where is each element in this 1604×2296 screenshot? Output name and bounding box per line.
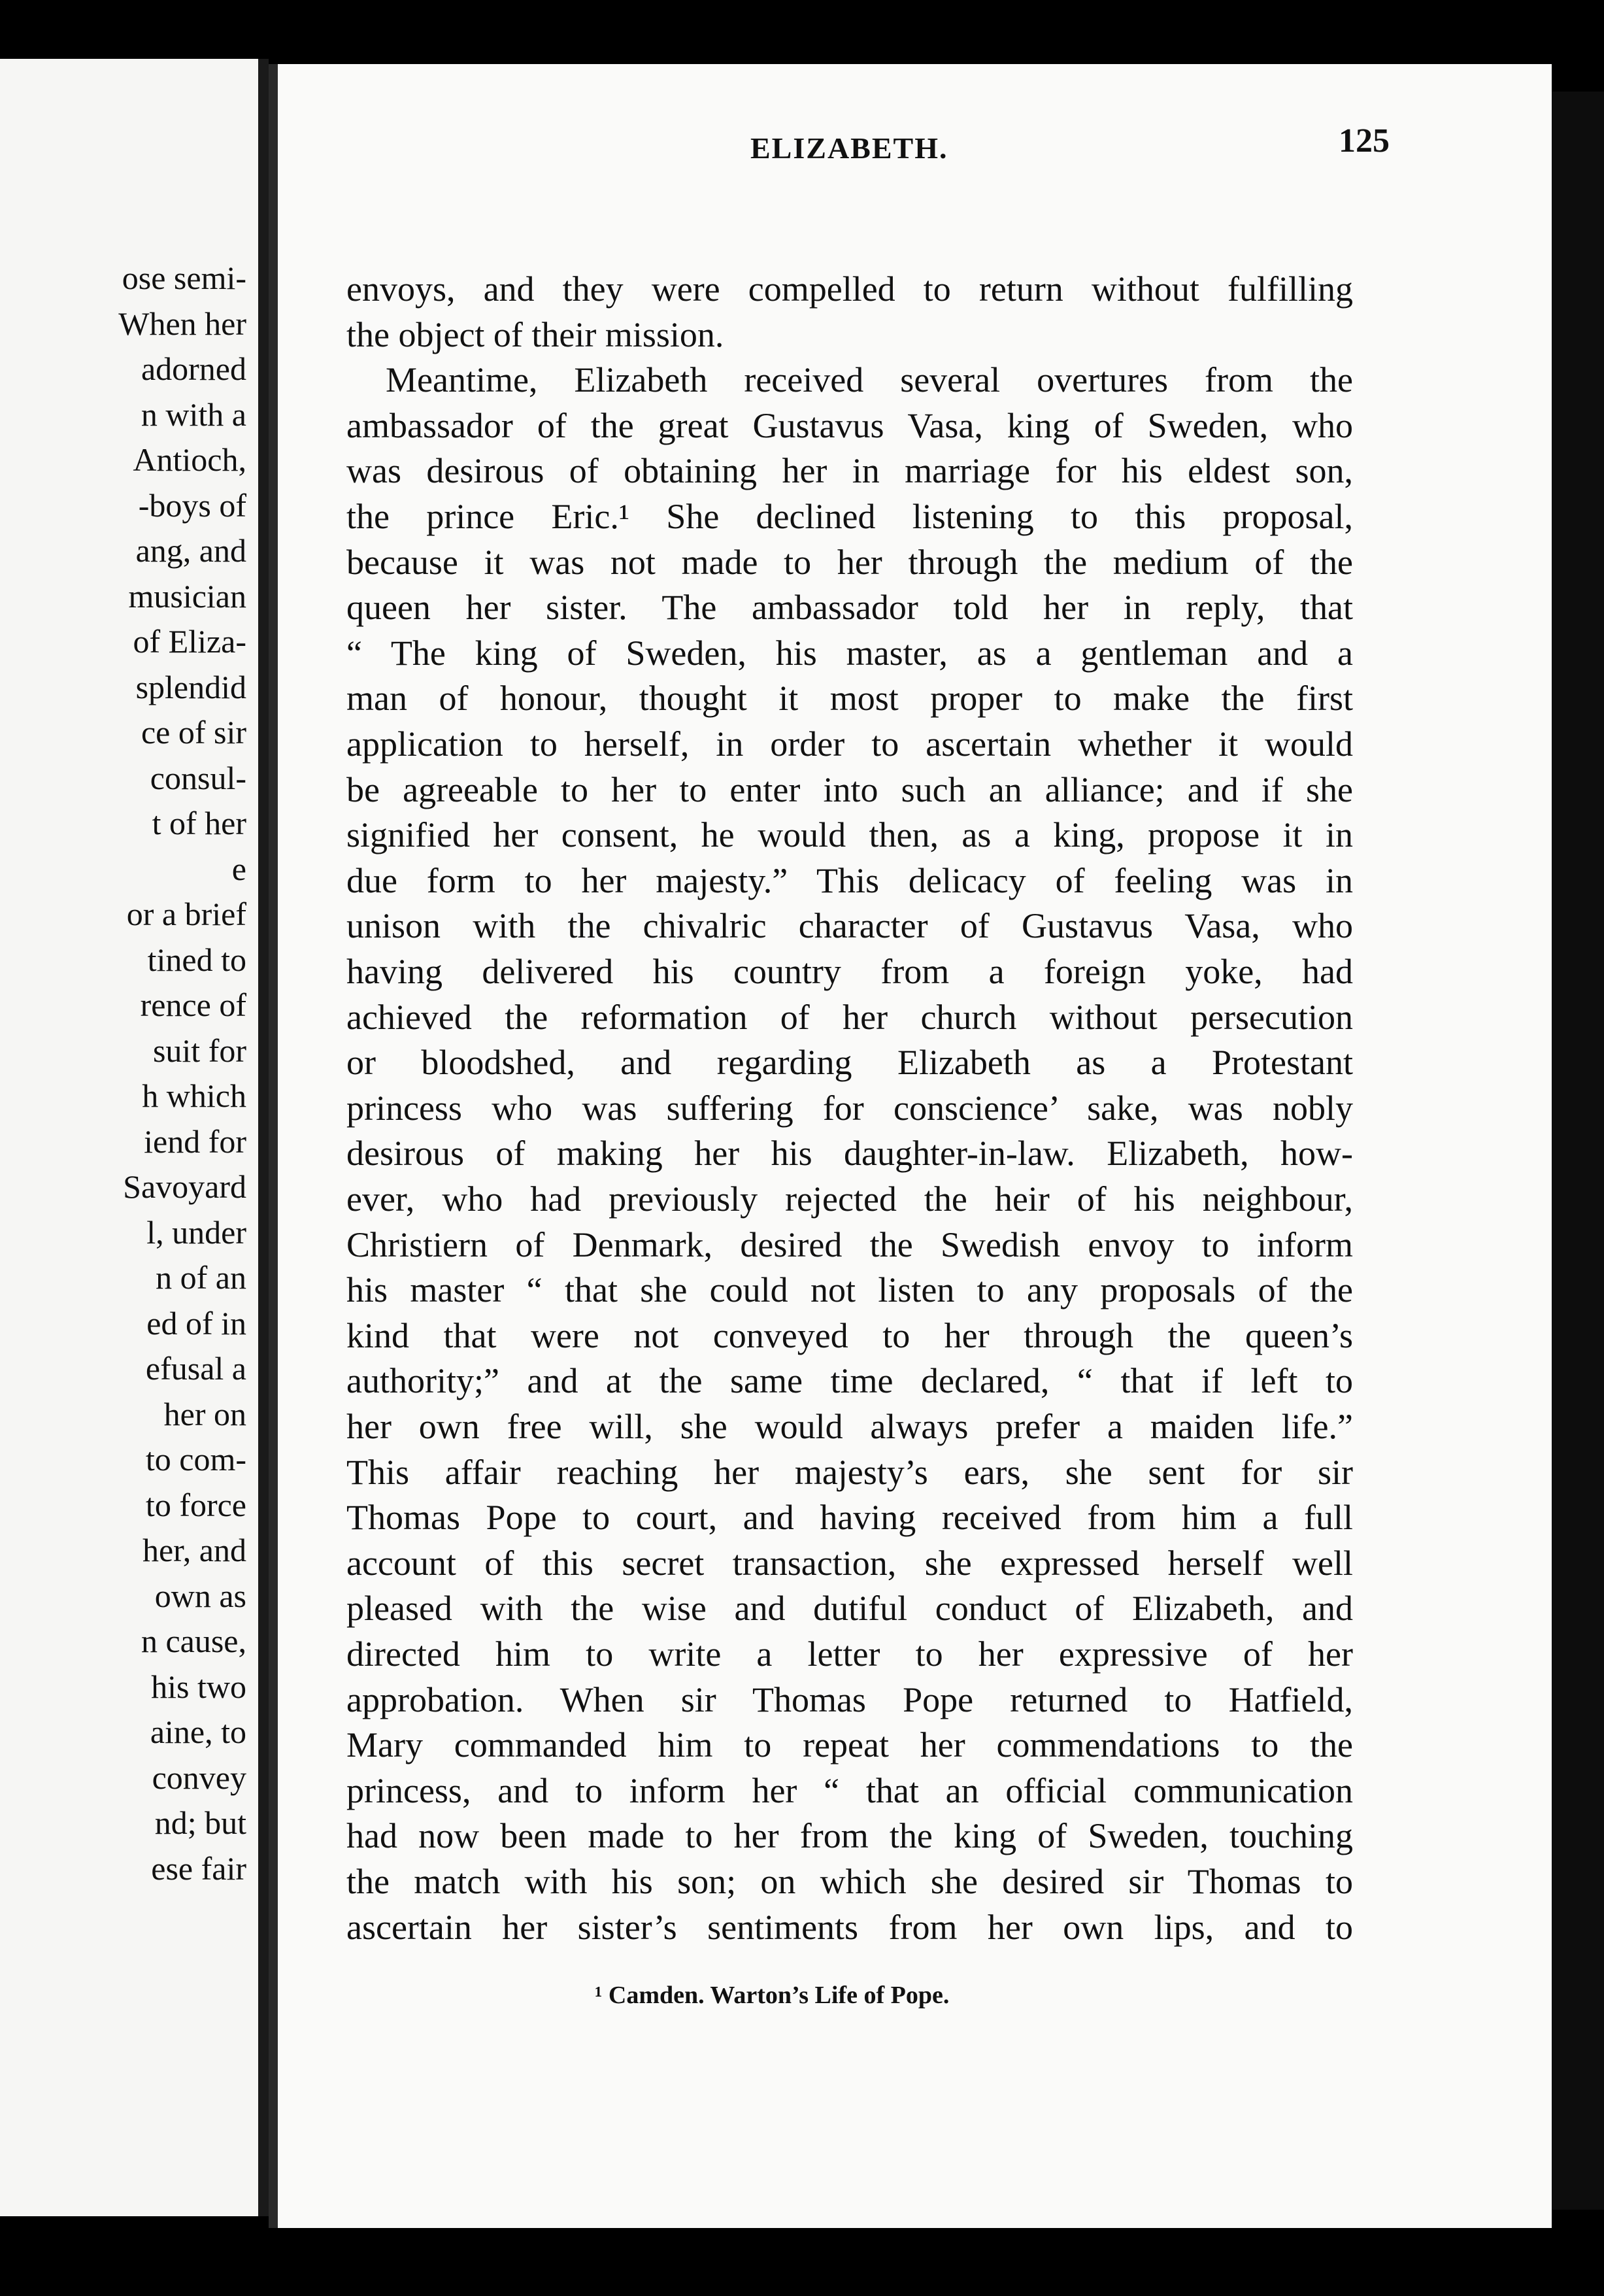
text-line: Thomas Pope to court, and having received from him a full [346, 1498, 1353, 1538]
text-line: signified her consent, he would then, as a king, propose it in [346, 815, 1353, 855]
text-line: because it was not made to her through the medium of the [346, 542, 1353, 582]
left-page-fragment: her, and [142, 1532, 246, 1568]
left-page-fragment: adorned [141, 350, 246, 387]
text-line: “ The king of Sweden, his master, as a gentleman and a [346, 633, 1353, 673]
left-page-fragment: splendid [135, 668, 246, 705]
text-line: ambassador of the great Gustavus Vasa, king of Sweden, who [346, 405, 1353, 445]
left-page-fragment: t of her [152, 805, 246, 841]
text-line: authority;” and at the same time declared, “ that if left to [346, 1361, 1353, 1401]
page-edge [1552, 92, 1604, 2210]
left-page-fragment: iend for [144, 1123, 246, 1160]
text-line: princess, and to inform her “ that an official communication [346, 1770, 1353, 1810]
text-line: or bloodshed, and regarding Elizabeth as a Protestant [346, 1043, 1353, 1083]
left-page-fragment: consul- [150, 759, 246, 796]
left-page-fragment: When her [118, 305, 246, 342]
left-page-fragment: n cause, [141, 1623, 246, 1659]
text-line: the object of their mission. [346, 314, 724, 354]
text-line: ascertain her sister’s sentiments from her own lips, and to [346, 1907, 1353, 1947]
left-page-fragment: her on [163, 1395, 246, 1432]
text-line: Christiern of Denmark, desired the Swedish envoy to inform [346, 1224, 1353, 1264]
text-line: envoys, and they were compelled to return without fulfilling [346, 269, 1353, 309]
left-page-fragment: Antioch, [133, 441, 246, 478]
text-line: desirous of making her his daughter-in-law. Elizabeth, how- [346, 1134, 1353, 1173]
text-line: was desirous of obtaining her in marriage for his eldest son, [346, 451, 1353, 491]
left-page-fragment: n with a [141, 396, 246, 433]
left-page-fragment: or a brief [126, 896, 246, 932]
left-page-fragment: convey [152, 1759, 246, 1796]
left-page-fragment: tined to [147, 941, 246, 978]
left-page-fragment: own as [154, 1577, 246, 1614]
text-line: This affair reaching her majesty’s ears, she sent for sir [346, 1452, 1353, 1492]
book-gutter [258, 59, 269, 2216]
left-page-fragment: musician [128, 577, 246, 615]
left-page-fragment: aine, to [150, 1714, 246, 1750]
left-page-fragment: ang, and [135, 532, 246, 569]
left-page-fragment: suit for [152, 1032, 246, 1069]
text-line: Meantime, Elizabeth received several overtures from the [386, 360, 1353, 400]
left-page-fragment: Savoyard [123, 1168, 246, 1205]
text-line: Mary commanded him to repeat her commendations to the [346, 1725, 1353, 1765]
text-line: had now been made to her from the king of Sweden, touching [346, 1816, 1353, 1856]
text-line: approbation. When sir Thomas Pope returned to Hatfield, [346, 1680, 1353, 1719]
text-line: the prince Eric.¹ She declined listening to this proposal, [346, 497, 1353, 536]
left-page-fragment: h which [142, 1077, 246, 1114]
text-line: man of honour, thought it most proper to make the first [346, 679, 1353, 718]
page-number: 125 [1339, 122, 1390, 160]
left-page-fragment: of Eliza- [133, 623, 246, 660]
text-line: queen her sister. The ambassador told her in reply, that [346, 588, 1353, 628]
text-line: princess who was suffering for conscience’ sake, was nobly [346, 1088, 1353, 1128]
left-page-fragment: to force [145, 1486, 246, 1523]
text-line: pleased with the wise and dutiful conduct of Elizabeth, and [346, 1589, 1353, 1629]
left-page-fragment: to com- [145, 1441, 246, 1477]
text-line: due form to her majesty.” This delicacy of feeling was in [346, 860, 1353, 900]
left-page-fragment: n of an [156, 1259, 246, 1296]
text-line: account of this secret transaction, she expressed herself well [346, 1543, 1353, 1583]
left-page-fragment: efusal a [145, 1350, 246, 1387]
text-line: unison with the chivalric character of Gustavus Vasa, who [346, 906, 1353, 946]
left-page-fragment: rence of [140, 987, 246, 1023]
left-page-fragment: his two [151, 1668, 246, 1705]
left-page-fragment: e [231, 850, 246, 887]
text-line: her own free will, she would always prefer a maiden life.” [346, 1407, 1353, 1446]
left-page-fragment: ce of sir [141, 714, 246, 751]
left-page [0, 59, 262, 2216]
text-line: kind that were not conveyed to her through the queen’s [346, 1315, 1353, 1355]
left-page-fragment: ed of in [146, 1304, 246, 1342]
text-line: ever, who had previously rejected the heir of his neighbour, [346, 1179, 1353, 1219]
text-line: the match with his son; on which she desired sir Thomas to [346, 1862, 1353, 1901]
footnote: ¹ Camden. Warton’s Life of Pope. [595, 1982, 950, 2009]
text-line: directed him to write a letter to her expressive of her [346, 1634, 1353, 1674]
text-line: application to herself, in order to ascertain whether it would [346, 724, 1353, 764]
left-page-fragment: ese fair [151, 1849, 246, 1887]
text-line: achieved the reformation of her church without persecution [346, 997, 1353, 1037]
running-head: ELIZABETH. [750, 131, 948, 165]
left-page-fragment: ose semi- [122, 260, 246, 296]
left-page-fragment: nd; but [154, 1804, 246, 1841]
text-line: be agreeable to her to enter into such an alliance; and if she [346, 769, 1353, 809]
left-page-fragment: l, under [146, 1213, 246, 1251]
text-line: having delivered his country from a foreign yoke, had [346, 952, 1353, 991]
left-page-fragment: -boys of [138, 486, 246, 524]
text-line: his master “ that she could not listen to any proposals of the [346, 1270, 1353, 1310]
